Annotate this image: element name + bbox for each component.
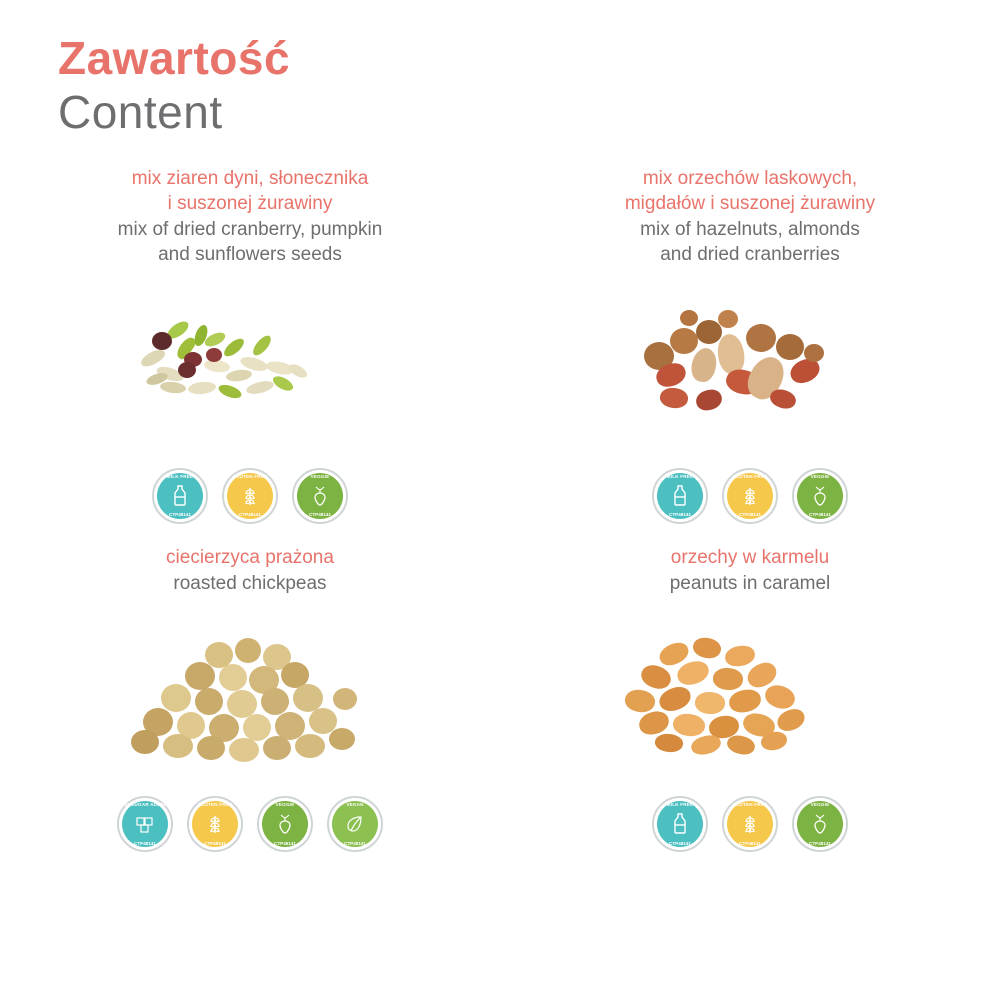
badge-veggie (257, 796, 313, 852)
product-caption (118, 167, 383, 268)
badge-milk-free (152, 468, 208, 524)
carrot-icon (275, 812, 295, 836)
badge-top-label: GLUTEN FREE (732, 802, 768, 808)
badge-veggie (292, 468, 348, 524)
badge-top-label: NO SUGAR ADDED (122, 802, 168, 808)
badge-top-label: MILK FREE (666, 802, 694, 808)
product-card-seed-mix (0, 167, 500, 524)
badge-top-label: VEGAN (346, 802, 364, 808)
sugar-cubes-icon (134, 813, 156, 835)
product-name-pl-line2: migdałów i suszonej żurawiny (624, 192, 876, 214)
badge-no-sugar-added (117, 796, 173, 852)
product-name-pl-line2: i suszonej żurawiny (167, 192, 333, 214)
badge-disc (657, 801, 703, 847)
badge-milk-free (652, 468, 708, 524)
product-name-pl-line1: ciecierzyca prażona (166, 546, 334, 568)
product-name-en-line1: peanuts in caramel (669, 572, 831, 594)
badge-bottom-label: CTP48141 (739, 840, 761, 846)
badge-row (652, 468, 848, 524)
badge-row (117, 796, 383, 852)
badge-top-label: GLUTEN FREE (732, 473, 768, 479)
badge-top-label: VEGGIE (810, 802, 830, 808)
carrot-icon (810, 484, 830, 508)
badge-row (652, 796, 848, 852)
badge-disc (727, 473, 773, 519)
badge-top-label: VEGGIE (275, 802, 295, 808)
badge-bottom-label: CTP48141 (134, 840, 156, 846)
badge-gluten-free (722, 468, 778, 524)
badge-top-label: VEGGIE (310, 473, 330, 479)
badge-row (152, 468, 348, 524)
hazelnut-almond-cranberry-mix-photo (600, 290, 900, 440)
badge-disc (297, 473, 343, 519)
carrot-icon (810, 812, 830, 836)
product-name-en-line1: mix of hazelnuts, almonds (640, 218, 860, 240)
badge-top-label: MILK FREE (166, 473, 194, 479)
badge-bottom-label: CTP48141 (309, 512, 331, 518)
leaf-icon (344, 813, 366, 835)
badge-disc (157, 473, 203, 519)
milk-bottle-icon (670, 484, 690, 508)
wheat-icon (740, 812, 760, 836)
wheat-icon (740, 484, 760, 508)
product-card-nut-mix (500, 167, 1000, 524)
badge-top-label: GLUTEN FREE (232, 473, 268, 479)
badge-bottom-label: CTP48141 (669, 512, 691, 518)
badge-disc (797, 801, 843, 847)
badge-vegan (327, 796, 383, 852)
badge-gluten-free (222, 468, 278, 524)
wheat-icon (205, 812, 225, 836)
badge-milk-free (652, 796, 708, 852)
badge-bottom-label: CTP48141 (669, 840, 691, 846)
product-name-en-line1: mix of dried cranberry, pumpkin (117, 218, 383, 240)
badge-top-label: GLUTEN FREE (197, 802, 233, 808)
badge-disc (192, 801, 238, 847)
badge-gluten-free (722, 796, 778, 852)
badge-gluten-free (187, 796, 243, 852)
badge-disc (227, 473, 273, 519)
badge-disc (727, 801, 773, 847)
pumpkin-sunflower-cranberry-mix-photo (100, 290, 400, 440)
badge-bottom-label: CTP48141 (344, 840, 366, 846)
product-name-en-line2: and dried cranberries (660, 244, 840, 266)
badge-disc (122, 801, 168, 847)
page-header (0, 0, 1000, 139)
product-card-caramel-peanuts (500, 524, 1000, 852)
product-name-pl-line1: mix orzechów laskowych, (642, 168, 858, 190)
badge-veggie (792, 468, 848, 524)
badge-disc (657, 473, 703, 519)
product-grid (0, 167, 1000, 852)
badge-disc (262, 801, 308, 847)
milk-bottle-icon (170, 484, 190, 508)
badge-bottom-label: CTP48141 (169, 512, 191, 518)
product-caption (166, 546, 334, 596)
badge-top-label: VEGGIE (810, 473, 830, 479)
badge-bottom-label: CTP48141 (739, 512, 761, 518)
page-title-pl: Zawartość (58, 32, 291, 84)
wheat-icon (240, 484, 260, 508)
badge-disc (332, 801, 378, 847)
badge-bottom-label: CTP48141 (809, 840, 831, 846)
roasted-chickpeas-photo (85, 618, 415, 768)
badge-bottom-label: CTP48141 (809, 512, 831, 518)
badge-bottom-label: CTP48141 (204, 840, 226, 846)
caramel-peanuts-photo (585, 618, 915, 768)
carrot-icon (310, 484, 330, 508)
product-caption (670, 546, 831, 596)
badge-bottom-label: CTP48141 (274, 840, 296, 846)
product-card-roasted-chickpeas (0, 524, 500, 852)
milk-bottle-icon (670, 812, 690, 836)
badge-disc (797, 473, 843, 519)
product-name-pl-line1: orzechy w karmelu (670, 546, 830, 568)
product-name-en-line1: roasted chickpeas (173, 572, 327, 594)
product-name-pl-line1: mix ziaren dyni, słonecznika (131, 168, 369, 190)
badge-veggie (792, 796, 848, 852)
badge-bottom-label: CTP48141 (239, 512, 261, 518)
badge-top-label: MILK FREE (666, 473, 694, 479)
page-title-en: Content (58, 86, 223, 139)
product-name-en-line2: and sunflowers seeds (158, 244, 342, 266)
product-caption (625, 167, 875, 268)
